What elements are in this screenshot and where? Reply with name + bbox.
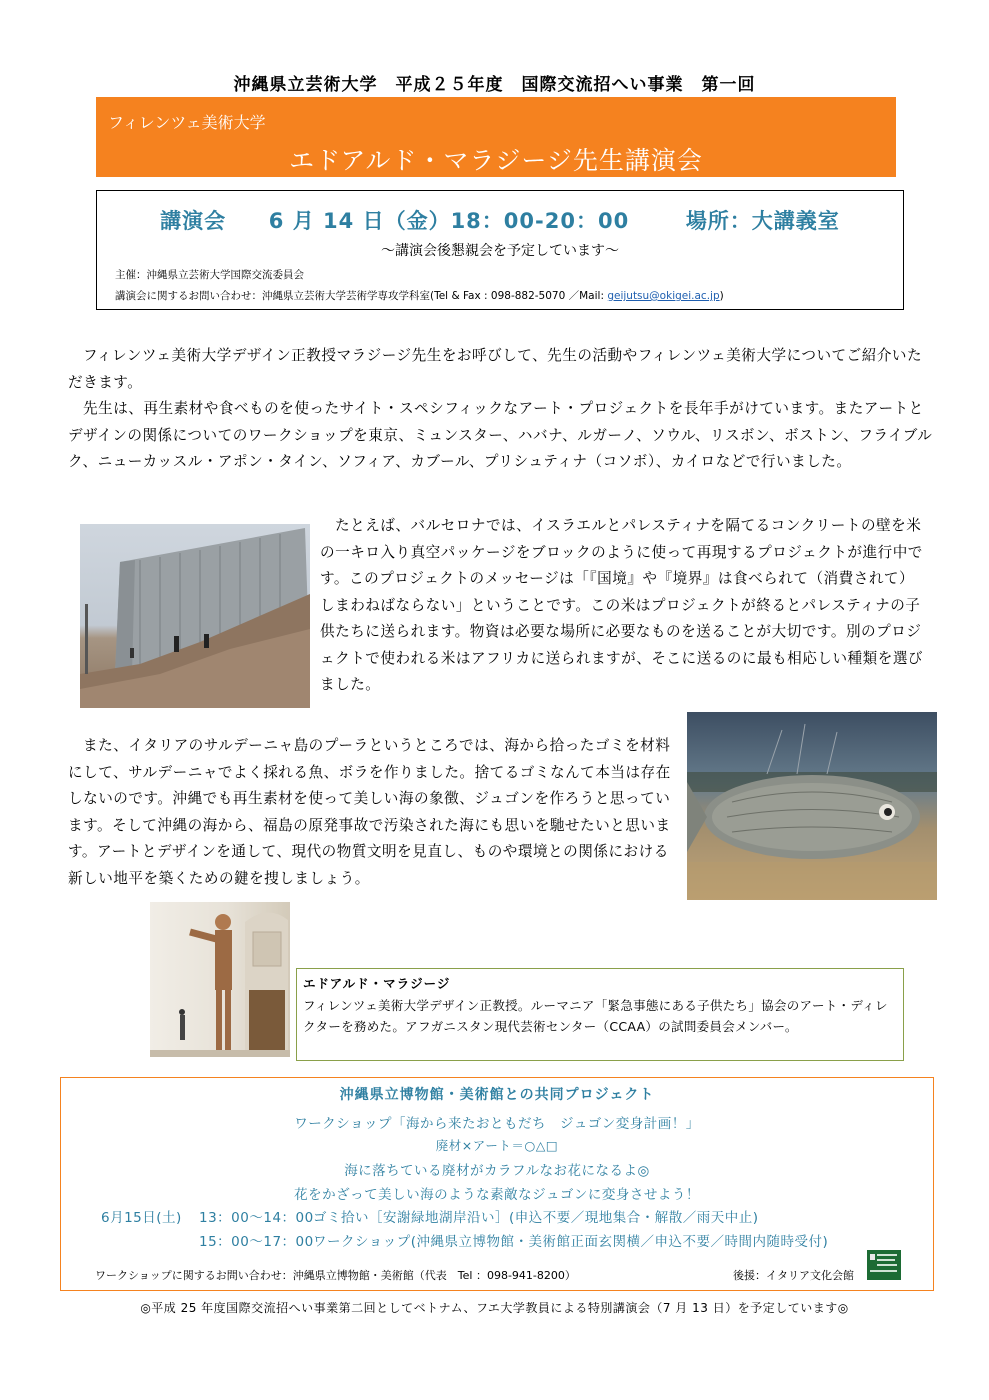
workshop-tagline: 廃材×アート＝○△□ [435,1138,559,1153]
event-headline [97,205,903,235]
contact-suffix: ) [719,290,724,302]
fish-sculpture-photo [687,712,937,900]
profile-description: フィレンツェ美術大学デザイン正教授。ルーマニア「緊急事態にある子供たち」協会のアート・ディレクターを務めた。アフガニスタン現代芸術センター（CCAA）の試問委員会メンバー。 [303,998,888,1034]
support-credit: 後援：イタリア文化会館 [733,1269,854,1282]
workshop-contact: ワークショップに関するお問い合わせ：沖縄県立博物館・美術館（代表 Tel ：098-941-8200） [95,1269,576,1282]
document-header: 沖縄県立芸術大学 平成２５年度 国際交流招へい事業 第一回 [233,75,756,95]
wall-photo-art [80,524,310,708]
event-info-box [96,190,904,310]
fish-photo-art [687,712,937,900]
workshop-line-1: 海に落ちている廃材がカラフルなお花になるよ◎ [344,1163,650,1179]
contact-email-link[interactable]: geijutsu@okigei.ac.jp [607,290,720,302]
lecture-contact [115,288,724,303]
contact-prefix: 講演会に関するお問い合わせ：沖縄県立芸術大学芸術学専攻学科室(Tel & Fax : 098-882-5070 ／Mail: [115,290,608,302]
event-venue: 場所：大講義室 [685,209,840,233]
event-datetime: 6 月 14 日（金）18：00-20：00 [268,209,630,233]
schedule-slot-2-desc: ワークショップ(沖縄県立博物館・美術館正面玄関横／申込不要／時間内随時受付) [313,1234,829,1250]
banner-subtitle: フィレンツェ美術大学 [108,113,266,132]
intro-paragraphs [68,343,936,476]
activity-paragraph: 先生は、再生素材や食べものを使ったサイト・スペシフィックなアート・プロジェクトを長年手がけています。またアートとデザインの関係についてのワークショップを東京、ミュンスター、ハバナ、ルガーノ、ソウル、リスボン、ボストン、フライブルク、ニューカッスル・アポン・タイン、ソフィア、カブール、プリシュティナ（コソボ）、カイロなどで行いました。 [68,400,933,470]
schedule-date: 6月15日(土) [101,1210,182,1226]
footer-note: ◎平成 25 年度国際交流招へい事業第二回としてベトナム、フエ大学教員による特別講演会（7 月 13 日）を予定しています◎ [140,1301,849,1315]
profile-name: エドアルド・マラジージ [303,976,451,991]
concrete-wall-photo [80,524,310,708]
banner-title: エドアルド・マラジージ先生講演会 [289,146,703,175]
workshop-box-title: 沖縄県立博物館・美術館との共同プロジェクト [339,1087,655,1103]
workshop-line-2: 花をかざって美しい海のような素敵なジュゴンに変身させよう！ [294,1187,700,1203]
profile-box [296,968,904,1061]
event-label: 講演会 [160,209,227,233]
organizer-text: 主催：沖縄県立芸術大学国際交流委員会 [115,269,304,281]
workshop-name: ワークショップ「海から来たおともだち ジュゴン変身計画！」 [294,1116,700,1132]
schedule-slot-1-time: 13：00～14：00 [199,1210,314,1226]
statue-photo-art [150,902,290,1057]
barcelona-paragraph: たとえば、バルセロナでは、イスラエルとパレスティナを隔てるコンクリートの壁を米の一キロ入り真空パッケージをブロックのように使って再現するプロジェクトが進行中です。このプロジェクトのメッセージは「『国境』や『境界』は食べられて（消費されて）しまわねばならない」ということです。この米はプロジェクトが終るとパレスティナの子供たちに送られます。物資は必要な場所に必要なものを送ることが大切です。別のプロジェクトで使われる米はアフリカに送られますが、そこに送るのに最も相応しい種類を選びました。 [320,517,924,693]
intro-paragraph: フィレンツェ美術大学デザイン正教授マラジージ先生をお呼びして、先生の活動やフィレンツェ美術大学についてご紹介いただきます。 [68,347,923,391]
reception-note: ～講演会後懇親会を予定しています～ [381,243,619,259]
title-banner [96,97,896,177]
italian-cultural-institute-logo-icon [867,1250,901,1280]
workshop-box [60,1077,934,1291]
schedule-slot-1-desc: ゴミ拾い［安謝緑地湖岸沿い］(申込不要／現地集合・解散／雨天中止) [313,1210,759,1226]
sardinia-paragraph: また、イタリアのサルデーニャ島のプーラというところでは、海から拾ったゴミを材料にして、サルデーニャでよく採れる魚、ボラを作りました。捨てるゴミなんて本当は存在しないのです。沖縄でも再生素材を使って美しい海の象徴、ジュゴンを作ろうと思っています。そして沖縄の海から、福島の原発事故で汚染された海にも思いを馳せたいと思います。アートとデザインを通して、現代の物質文明を見直し、ものや環境との関係における新しい地平を築くための鍵を捜しましょう。 [68,737,671,887]
logo-art [867,1250,901,1280]
schedule-slot-2-time: 15：00～17：00 [199,1234,314,1250]
standing-figure-photo [150,902,290,1057]
